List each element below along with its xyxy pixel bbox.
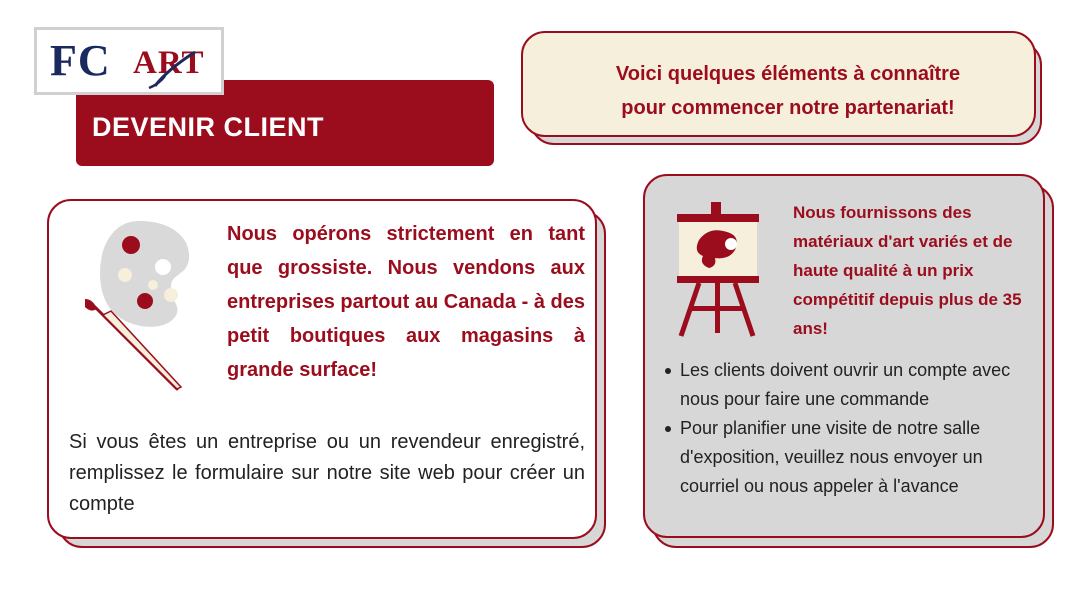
page-title: DEVENIR CLIENT (92, 112, 325, 142)
left-card-bold-text: Nous opérons strictement en tant que grossiste. Nous vendons aux entreprises partout au Canada - à des petit boutiques aux magasins à grande surface! (227, 223, 585, 381)
logo-fc-text: FC (50, 36, 111, 85)
right-card-bold-text: Nous fournissons des matériaux d'art variés et de haute qualité à un prix compétitif depuis plus de 35 ans! (793, 203, 1022, 338)
list-item: Pour planifier une visite de notre salle d'exposition, veuillez nous envoyer un courriel ou nous appeler à l'avance (665, 414, 1045, 501)
bullet-icon (665, 426, 671, 432)
right-card-list (665, 356, 1045, 501)
logo-swoosh-icon (37, 30, 227, 98)
logo (34, 27, 224, 95)
intro-text (533, 57, 1043, 125)
intro-card (521, 31, 1036, 137)
palette-brush-icon (75, 217, 215, 407)
logo-art-text: ART (133, 45, 205, 81)
easel-icon (669, 200, 765, 340)
left-card-body-text: Si vous êtes un entreprise ou un revendeur enregistré, remplissez le formulaire sur notre site web pour créer un compte (69, 431, 585, 515)
intro-line-1: Voici quelques éléments à connaître (615, 63, 961, 85)
right-card (643, 174, 1045, 538)
left-card (47, 199, 597, 539)
intro-line-2: pour commencer notre partenariat! (621, 97, 955, 119)
list-item: Les clients doivent ouvrir un compte avec nous pour faire une commande (665, 356, 1045, 414)
bullet-icon (665, 368, 671, 374)
